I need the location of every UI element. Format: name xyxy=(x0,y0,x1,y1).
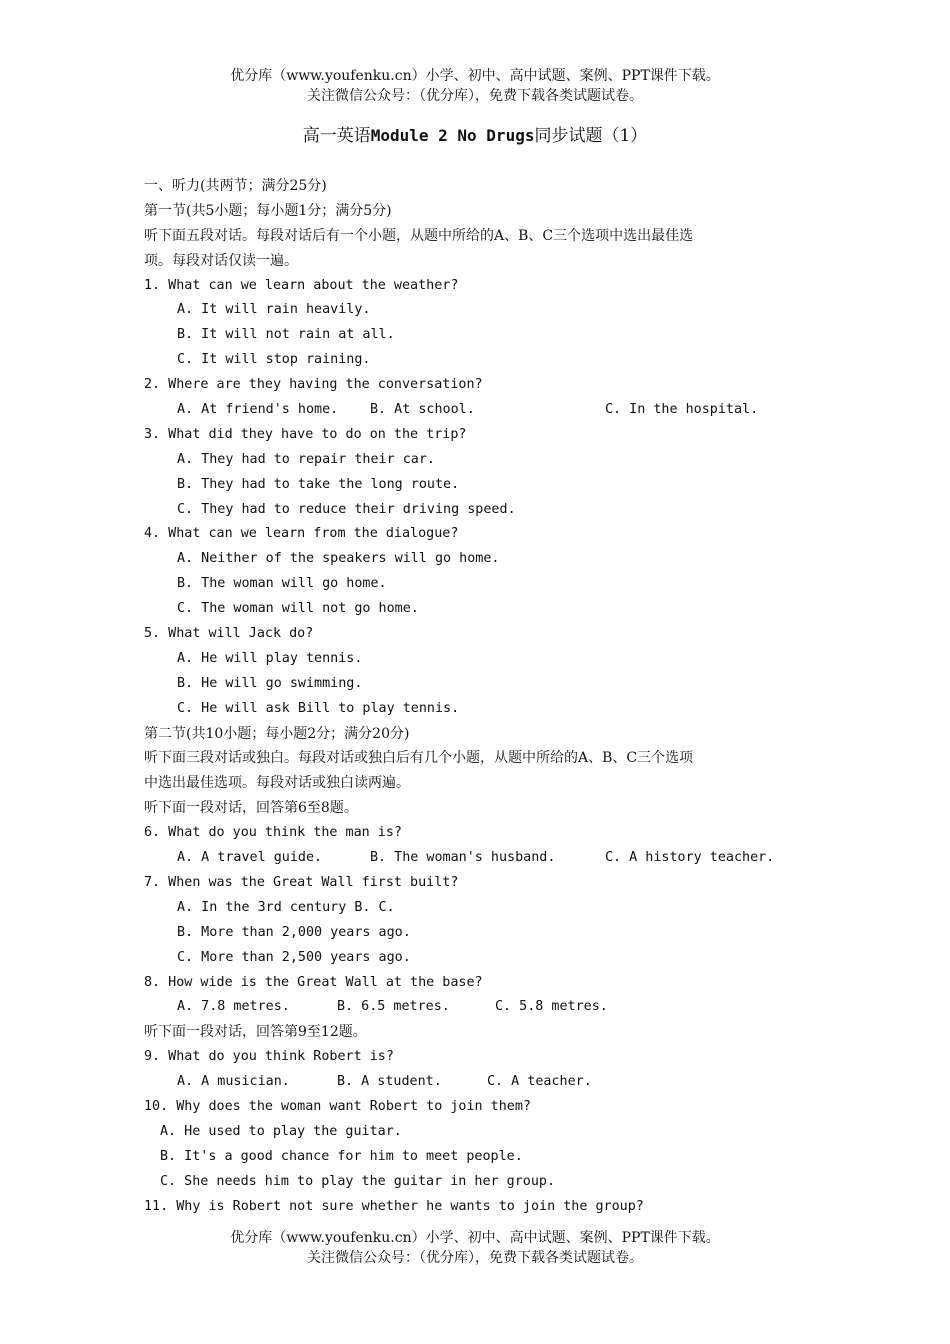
options-row xyxy=(144,995,824,1020)
options-row xyxy=(144,1070,824,1095)
option-c: C. They had to reduce their driving speed. xyxy=(177,501,516,517)
option-b: B. More than 2,000 years ago. xyxy=(177,924,411,940)
title-module: Module 2 No Drugs xyxy=(370,126,535,145)
footer-line-1: 优分库（www.youfenku.cn）小学、初中、高中试题、案例、PPT课件下载。 xyxy=(230,1230,720,1246)
part1-heading: 第一节(共5小题；每小题1分；满分5分) xyxy=(144,202,392,219)
page-header xyxy=(0,66,950,106)
option-c: C. It will stop raining. xyxy=(177,352,371,368)
option-b: B. It's a good chance for him to meet people. xyxy=(160,1148,523,1164)
question-stem: 6. What do you think the man is? xyxy=(144,825,402,841)
dialog-intro-1: 听下面一段对话，回答第6至8题。 xyxy=(144,800,358,817)
option-b: B. They had to take the long route. xyxy=(177,476,460,492)
option-a: A. Neither of the speakers will go home. xyxy=(177,551,500,567)
page-title xyxy=(0,124,950,148)
option-a: A. 7.8 metres. xyxy=(177,999,290,1015)
question-stem: 2. Where are they having the conversation? xyxy=(144,377,483,393)
question-stem: 11. Why is Robert not sure whether he wants to join the group? xyxy=(144,1198,644,1214)
option-c: C. More than 2,500 years ago. xyxy=(177,949,411,965)
option-a: A. It will rain heavily. xyxy=(177,302,371,318)
option-a: A. They had to repair their car. xyxy=(177,451,435,467)
option-b: B. A student. xyxy=(337,1074,442,1090)
option-b: B. It will not rain at all. xyxy=(177,327,395,343)
part2-heading: 第二节(共10小题；每小题2分；满分20分) xyxy=(144,725,410,742)
question-stem: 8. How wide is the Great Wall at the base? xyxy=(144,974,483,990)
question-stem: 9. What do you think Robert is? xyxy=(144,1049,394,1065)
option-a: A. He used to play the guitar. xyxy=(160,1123,402,1139)
question-stem: 5. What will Jack do? xyxy=(144,626,314,642)
section-heading: 一、听力(共两节；满分25分) xyxy=(144,178,327,194)
option-a: A. In the 3rd century B. C. xyxy=(177,899,395,915)
question-stem: 1. What can we learn about the weather? xyxy=(144,277,459,293)
part2-instruction-1: 听下面三段对话或独白。每段对话或独白后有几个小题，从题中所给的A、B、C三个选项 xyxy=(144,750,694,767)
option-b: B. He will go swimming. xyxy=(177,675,363,691)
question-stem: 7. When was the Great Wall first built? xyxy=(144,874,459,890)
option-c: C. In the hospital. xyxy=(605,402,759,418)
option-c: C. A history teacher. xyxy=(605,850,775,866)
exam-content xyxy=(144,174,824,1219)
question-stem: 10. Why does the woman want Robert to join them? xyxy=(144,1098,531,1114)
question-stem: 3. What did they have to do on the trip? xyxy=(144,426,467,442)
title-prefix: 高一英语 xyxy=(302,126,371,146)
option-c: C. He will ask Bill to play tennis. xyxy=(177,700,460,716)
header-line-1: 优分库（www.youfenku.cn）小学、初中、高中试题、案例、PPT课件下载。 xyxy=(230,68,720,84)
question-stem: 4. What can we learn from the dialogue? xyxy=(144,526,459,542)
footer-line-2: 关注微信公众号：（优分库），免费下载各类试题试卷。 xyxy=(307,1250,643,1266)
options-row xyxy=(144,846,824,871)
option-c: C. 5.8 metres. xyxy=(495,999,608,1015)
option-a: A. A musician. xyxy=(177,1074,290,1090)
option-a: A. He will play tennis. xyxy=(177,650,363,666)
option-b: B. At school. xyxy=(370,402,475,418)
option-c: C. A teacher. xyxy=(487,1074,592,1090)
dialog-intro-2: 听下面一段对话，回答第9至12题。 xyxy=(144,1024,367,1041)
part1-instruction-1: 听下面五段对话。每段对话后有一个小题，从题中所给的A、B、C三个选项中选出最佳选 xyxy=(144,227,694,244)
part1-instruction-2: 项。每段对话仅读一遍。 xyxy=(144,252,298,269)
title-suffix: 同步试题（1） xyxy=(534,126,648,146)
page-footer xyxy=(0,1228,950,1268)
option-c: C. The woman will not go home. xyxy=(177,601,419,617)
option-c: C. She needs him to play the guitar in her group. xyxy=(160,1173,556,1189)
option-b: B. The woman's husband. xyxy=(370,850,556,866)
part2-instruction-2: 中选出最佳选项。每段对话或独白读两遍。 xyxy=(144,775,410,792)
options-row xyxy=(144,398,824,423)
header-line-2: 关注微信公众号：（优分库），免费下载各类试题试卷。 xyxy=(307,88,643,104)
option-b: B. 6.5 metres. xyxy=(337,999,450,1015)
option-a: A. A travel guide. xyxy=(177,850,323,866)
option-b: B. The woman will go home. xyxy=(177,576,387,592)
option-a: A. At friend's home. xyxy=(177,402,339,418)
